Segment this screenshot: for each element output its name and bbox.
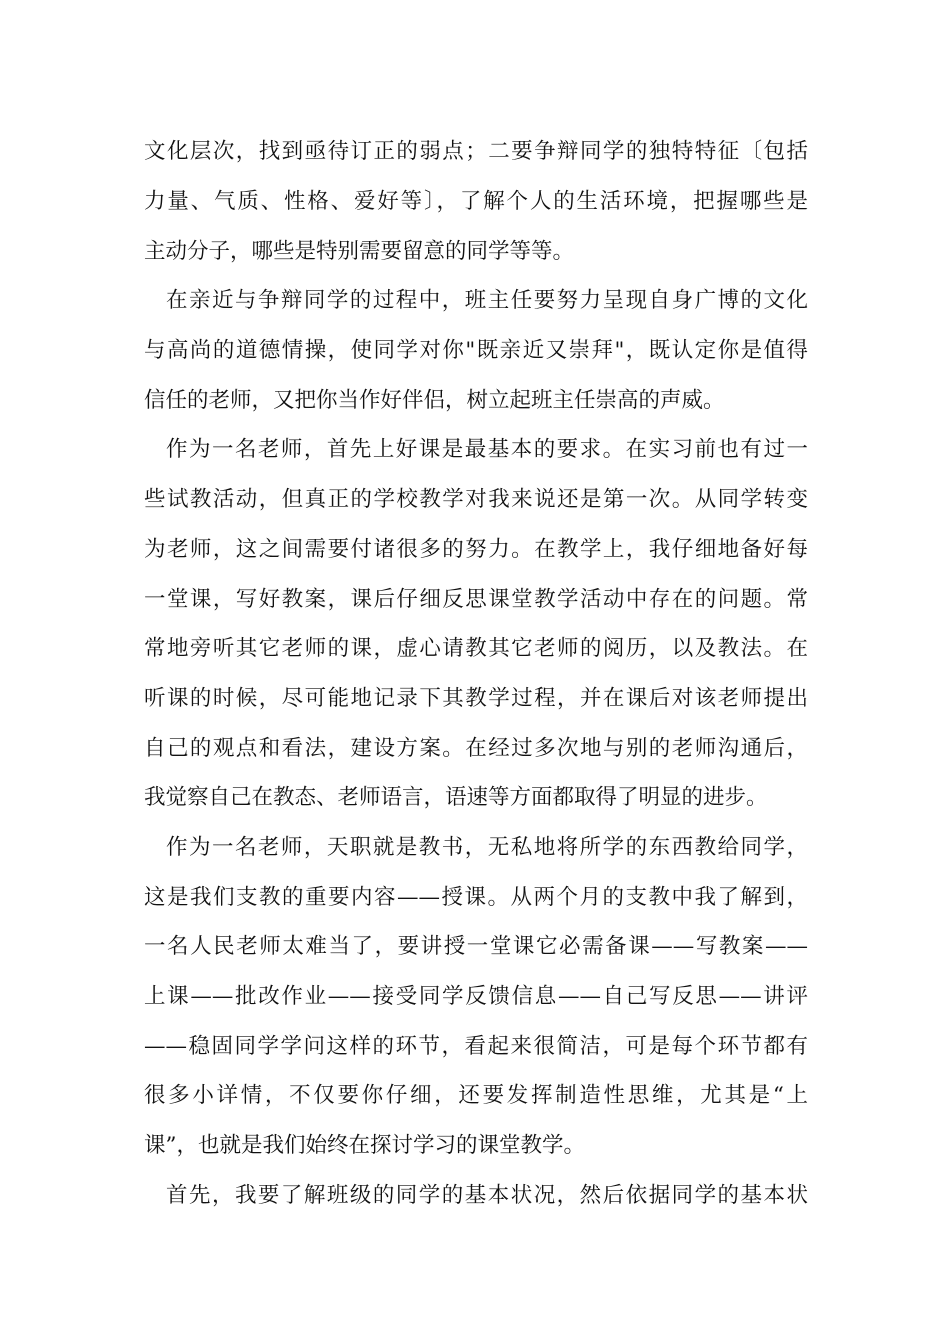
text-line: 文化层次，找到亟待订正的弱点；二要争辩同学的独特特征〔包括 [144, 139, 808, 164]
text-line: 上课——批改作业——接受同学反馈信息——自己写反思——讲评 [144, 984, 808, 1009]
text-line: 信任的老师，又把你当作好伴侣，树立起班主任崇高的声威。 [144, 388, 725, 413]
text-line: 与高尚的道德情操，使同学对你"既亲近又崇拜"，既认定你是值得 [144, 338, 808, 363]
text-line: 作为一名老师，天职就是教书，无私地将所学的东西教给同学， [166, 835, 808, 860]
text-line: 听课的时候，尽可能地记录下其教学过程，并在课后对该老师提出 [144, 686, 808, 711]
text-line: ——稳固同学学问这样的环节，看起来很简洁，可是每个环节都有 [144, 1034, 808, 1059]
text-line: 作为一名老师，首先上好课是最基本的要求。在实习前也有过一 [166, 437, 808, 462]
text-line: 在亲近与争辩同学的过程中，班主任要努力呈现自身广博的文化 [166, 288, 808, 313]
text-line: 为老师，这之间需要付诸很多的努力。在教学上，我仔细地备好每 [144, 537, 808, 562]
text-line: 很多小详情，不仅要你仔细，还要发挥制造性思维，尤其是“上 [144, 1083, 808, 1108]
text-line: 首先，我要了解班级的同学的基本状况，然后依据同学的基本状 [166, 1183, 808, 1208]
text-line: 力量、气质、性格、爱好等〕，了解个人的生活环境，把握哪些是 [144, 189, 808, 214]
text-line: 一堂课，写好教案，课后仔细反思课堂教学活动中存在的问题。常 [144, 587, 808, 612]
text-line: 一名人民老师太难当了，要讲授一堂课它必需备课——写教案—— [144, 934, 808, 959]
text-line: 自己的观点和看法，建设方案。在经过多次地与别的老师沟通后， [144, 736, 808, 761]
text-line: 这是我们支教的重要内容——授课。从两个月的支教中我了解到， [144, 885, 808, 910]
text-line: 课”，也就是我们始终在探讨学习的课堂教学。 [144, 1133, 585, 1158]
text-line: 些试教活动，但真正的学校教学对我来说还是第一次。从同学转变 [144, 487, 808, 512]
text-line: 主动分子，哪些是特别需要留意的同学等等。 [144, 239, 575, 264]
text-line: 我觉察自己在教态、老师语言，语速等方面都取得了明显的进步。 [144, 785, 768, 810]
text-line: 常地旁听其它老师的课，虚心请教其它老师的阅历，以及教法。在 [144, 636, 808, 661]
